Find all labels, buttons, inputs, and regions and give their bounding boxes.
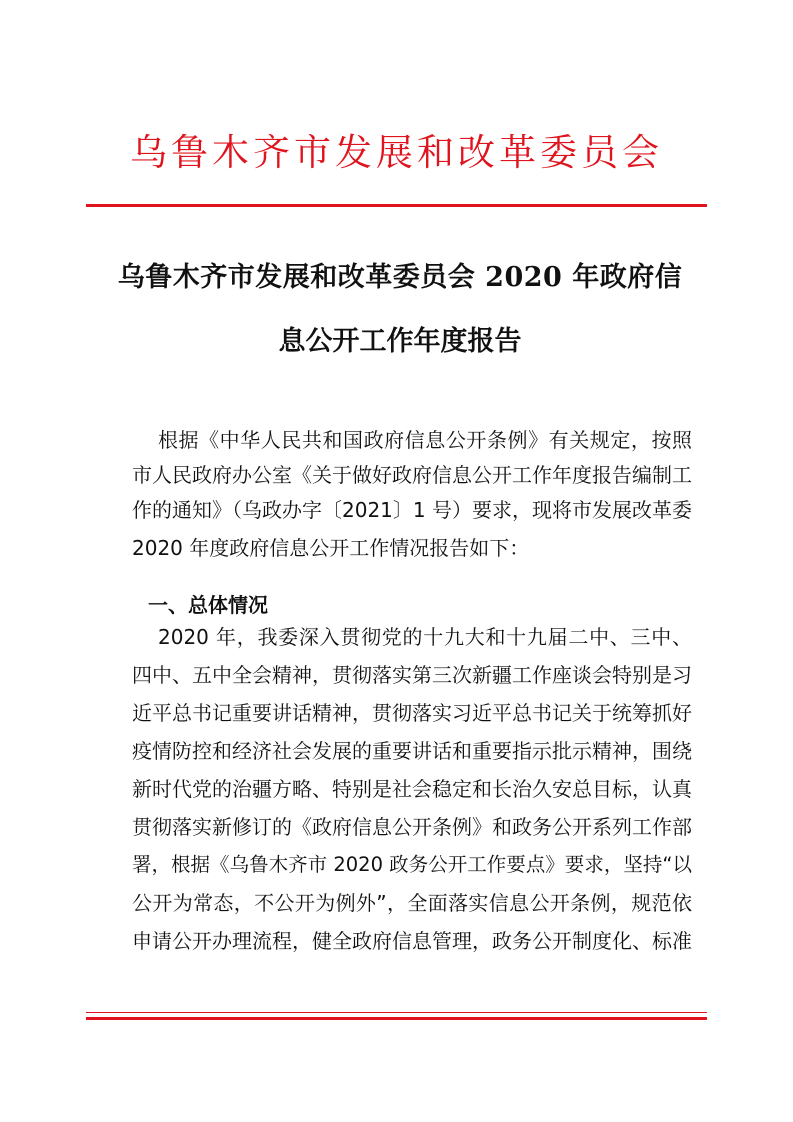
intro-line: 2020 年度政府信息公开工作情况报告如下： — [132, 536, 530, 560]
body-line: 2020 年，我委深入贯彻党的十九大和十九届二中、三中、 — [158, 625, 692, 649]
letterhead-organization: 乌鲁木齐市发展和改革委员会 — [130, 131, 663, 174]
body-line: 署，根据《乌鲁木齐市 2020 政务公开工作要点》要求，坚持“以 — [132, 853, 692, 876]
body-line: 贯彻落实新修订的《政府信息公开条例》和政务公开系列工作部 — [132, 815, 692, 839]
body-line: 新时代党的治疆方略、特别是社会稳定和长治久安总目标，认真 — [132, 777, 692, 801]
section-heading: 一、总体情况 — [148, 593, 268, 617]
footer-red-rule-thick — [86, 1017, 707, 1020]
body-line: 申请公开办理流程，健全政府信息管理，政务公开制度化、标准 — [132, 929, 692, 953]
body-line: 疫情防控和经济社会发展的重要讲话和重要指示批示精神，围绕 — [132, 739, 692, 763]
body-line: 近平总书记重要讲话精神，贯彻落实习近平总书记关于统筹抓好 — [132, 701, 692, 725]
intro-line: 市人民政府办公室《关于做好政府信息公开工作年度报告编制工 — [132, 463, 692, 487]
document-title-line-2: 息公开工作年度报告 — [278, 326, 522, 357]
letterhead-red-rule — [86, 204, 707, 207]
intro-line: 作的通知》（乌政办字〔2021〕1 号）要求，现将市发展改革委 — [132, 498, 692, 522]
footer-red-rule-thin — [86, 1012, 707, 1013]
document-title-line-1: 乌鲁木齐市发展和改革委员会 2020 年政府信 — [117, 262, 683, 293]
intro-line: 根据《中华人民共和国政府信息公开条例》有关规定，按照 — [158, 428, 692, 452]
body-line: 公开为常态，不公开为例外”，全面落实信息公开条例，规范依 — [132, 891, 692, 915]
body-line: 四中、五中全会精神，贯彻落实第三次新疆工作座谈会特别是习 — [132, 663, 692, 687]
